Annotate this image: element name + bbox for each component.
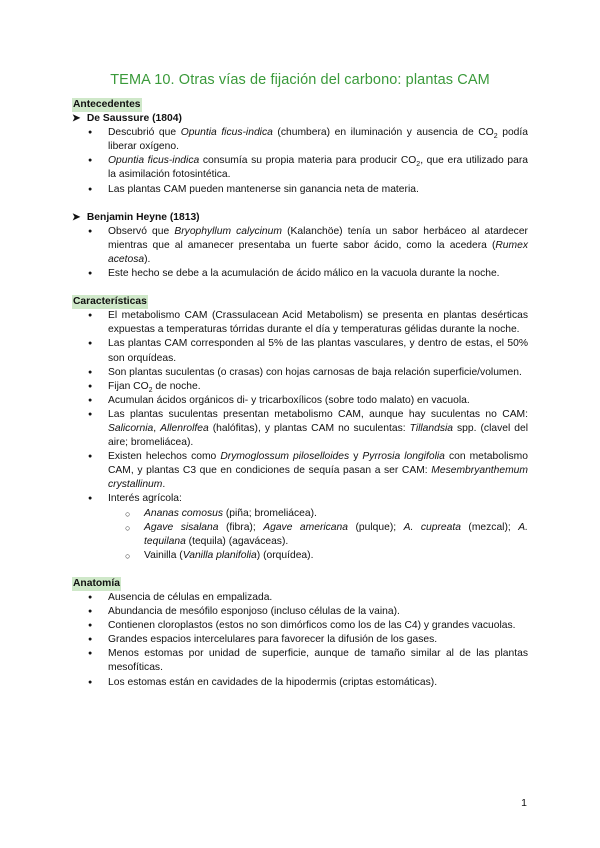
- sub-list-item: ○ Ananas comosus (piña; bromeliácea).: [72, 507, 528, 521]
- list-item: ● Descubrió que Opuntia ficus-indica (chumbera) en iluminación y ausencia de $CO_2$ podía liberar oxígeno.: [72, 126, 528, 154]
- list-item: ● Las plantas CAM pueden mantenerse sin ganancia neta de materia.: [72, 183, 528, 197]
- list-item: ● Contienen cloroplastos (estos no son dimórficos como los de las C4) y grandes vacuolas.: [72, 619, 528, 633]
- page-title: TEMA 10. Otras vías de fijación del carbono: plantas CAM: [110, 72, 490, 88]
- arrow-bullet-icon: ➤: [72, 211, 81, 223]
- sub-bullet-list: [72, 507, 528, 563]
- list-item: ● Interés agrícola: ○ Ananas comosus (piña; bromeliácea). ○ Agave sisalana (fibra); Agave americana (pulque); A. cupreata (mezcal); A. tequilana (tequila) (agaváceas). ○ Vainilla (Vanilla planifolia) (orquídea).: [72, 492, 528, 562]
- list-item: ● Opuntia ficus-indica consumía su propia materia para producir $CO_2$, que era utilizado para la asimilación fotosintética.: [72, 154, 528, 182]
- list-item: ● Son plantas suculentas (o crasas) con hojas carnosas de baja relación superficie/volumen.: [72, 366, 528, 380]
- list-item: ● Este hecho se debe a la acumulación de ácido málico en la vacuola durante la noche.: [72, 267, 528, 281]
- bullet-list: [72, 591, 528, 690]
- section-caracteristicas: [72, 295, 528, 563]
- arrow-bullet-icon: ➤: [72, 113, 81, 125]
- bullet-list: [72, 126, 528, 196]
- list-item: ● Grandes espacios intercelulares para favorecer la difusión de los gases.: [72, 633, 528, 647]
- list-item: ● Acumulan ácidos orgánicos di- y tricarboxílicos (sobre todo malato) en vacuola.: [72, 394, 528, 408]
- bullet-list: [72, 309, 528, 563]
- list-item: ● Los estomas están en cavidades de la hipodermis (criptas estomáticas).: [72, 676, 528, 690]
- sub-list-item: ○ Vainilla (Vanilla planifolia) (orquídea).: [72, 549, 528, 563]
- document-body: [72, 98, 528, 690]
- list-item: ● Abundancia de mesófilo esponjoso (incluso células de la vaina).: [72, 605, 528, 619]
- bullet-list: [72, 225, 528, 281]
- section-heading-antecedentes: Antecedentes: [72, 98, 142, 112]
- section-anatomia: [72, 577, 528, 690]
- subheading-saussure: ➤ De Saussure (1804): [72, 112, 528, 126]
- list-item: ● Las plantas CAM corresponden al 5% de las plantas vasculares, y dentro de estas, el 50% son orquídeas.: [72, 337, 528, 365]
- list-item: ● Menos estomas por unidad de superficie, aunque de tamaño similar al de las plantas mesofíticas.: [72, 647, 528, 675]
- list-item: ● Existen helechos como Drymoglossum piloselloides y Pyrrosia longifolia con metabolismo CAM, y plantas C3 que en condiciones de sequía pasan a ser CAM: Mesembryanthemum crystallinum.: [72, 450, 528, 492]
- page-number: 1: [521, 797, 527, 809]
- section-heading-anatomia: Anatomía: [72, 577, 121, 591]
- list-item: ● El metabolismo CAM (Crassulacean Acid Metabolism) se presenta en plantas desérticas expuestas a temperaturas tórridas durante el día y temperaturas gélidas durante la noche.: [72, 309, 528, 337]
- subheading-heyne: ➤ Benjamin Heyne (1813): [72, 211, 528, 225]
- list-item: ● Fijan $CO_2$ de noche.: [72, 380, 528, 394]
- sub-list-item: ○ Agave sisalana (fibra); Agave americana (pulque); A. cupreata (mezcal); A. tequilana (tequila) (agaváceas).: [72, 521, 528, 549]
- list-item: ● Observó que Bryophyllum calycinum (Kalanchöe) tenía un sabor herbáceo al atardecer mientras que al amanecer presentaba un fuerte sabor ácido, como la acedera (Rumex acetosa).: [72, 225, 528, 267]
- list-item: ● Ausencia de células en empalizada.: [72, 591, 528, 605]
- section-antecedentes: [72, 98, 528, 281]
- section-heading-caracteristicas: Características: [72, 295, 148, 309]
- list-item: ● Las plantas suculentas presentan metabolismo CAM, aunque hay suculentas no CAM: Salicornia, Allenrolfea (halófitas), y plantas CAM no suculentas: Tillandsia spp. (clavel del aire; bromeliácea).: [72, 408, 528, 450]
